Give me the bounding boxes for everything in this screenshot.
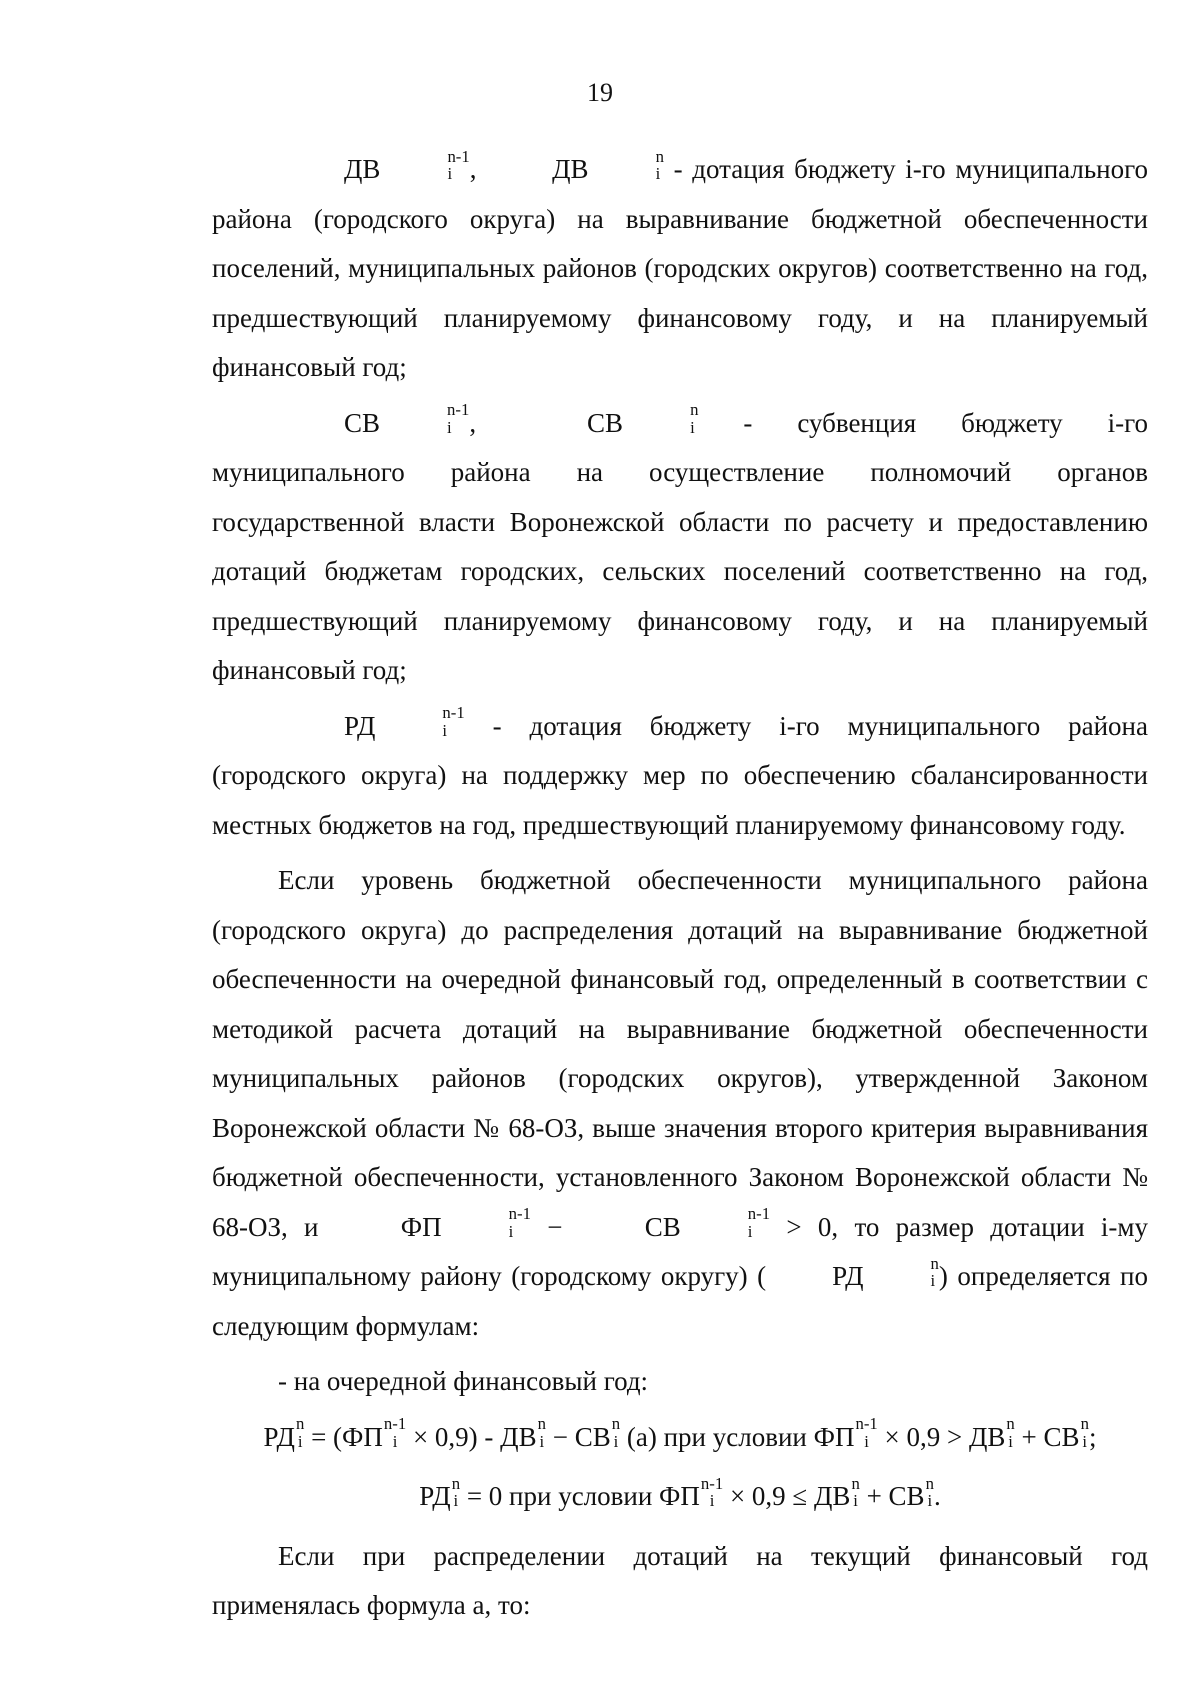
symbol-fp-n1: ФП n-1 i bbox=[400, 1204, 531, 1242]
definition-sv: СВ n-1 i , СВ n i - субвенция бюджету i-го муниципального района на осуществление полномочий органов государственной власти Воронежской области по расчету и предоставлению дотаций бюджетам городских, сельских поселений соответственно на год, предшествующий планируемому финансовому году, и на планируемый финансовый год; bbox=[212, 400, 1148, 685]
definition-rd-text: - дотация бюджету i-го муниципального района (городского округа) на поддержку мер по обеспечению сбалансированности местных бюджетов на год, предшествующий планируемому финансовому году. bbox=[212, 710, 1148, 840]
symbol-dv-n1: ДВ n-1 i bbox=[344, 146, 470, 184]
condition-paragraph: Если уровень бюджетной обеспеченности муниципального района (городского округа) до распределения дотаций на выравнивание бюджетной обеспеченности на очередной финансовый год, определенный в соответствии с методикой расчета дотаций на выравнивание бюджетной обеспеченности муниципальных районов (городских округов), утвержденной Законом Воронежской области № 68-ОЗ, выше значения второго критерия выравнивания бюджетной обеспеченности, установленного Законом Воронежской области № 68-ОЗ, и ФП n-1 i − СВ n-1 i > 0, то размер дотации i-му муниципальному району (городскому округу) ( РД n i ) определяется по следующим формулам: bbox=[212, 865, 1149, 1341]
page-number: 19 bbox=[587, 78, 613, 107]
symbol-rd-n: РД n i bbox=[832, 1253, 939, 1291]
formula-a: РД n i = (ФП n-1 i × 0,9) - ДВ n i − СВ n i (а) при условии ФП n-1 i × 0,9 > ДВ n i + СВ n i ; bbox=[263, 1414, 1097, 1452]
symbol-sv-n1: СВ n-1 i bbox=[344, 400, 470, 438]
next-year-heading: - на очередной финансовый год: bbox=[278, 1366, 649, 1396]
definition-rd bbox=[212, 702, 1148, 851]
definition-dv: ДВ n-1 i , ДВ n i - дотация бюджету i-го муниципального района (городского округа) на выравнивание бюджетной обеспеченности поселений, муниципальных районов (городских округов) соответственно на год, предшествующий планируемому финансовому году, и на планируемый финансовый год; bbox=[212, 146, 1149, 382]
symbol-sv-n1: СВ n-1 i bbox=[644, 1204, 771, 1242]
document-body bbox=[212, 145, 1148, 1637]
symbol-dv-n: ДВ n i bbox=[552, 146, 664, 184]
current-year-paragraph: Если при распределении дотаций на текущий финансовый год применялась формула а, то: bbox=[212, 1540, 1148, 1620]
formula-zero: РД n i = 0 при условии ФП n-1 i × 0,9 ≤ ДВ n i + СВ n i . bbox=[419, 1473, 941, 1511]
symbol-rd-n1: РД n-1 i bbox=[344, 703, 465, 741]
definition-sv-text: - субвенция бюджету i-го муниципального района на осуществление полномочий органов государственной власти Воронежской области по расчету и предоставлению дотаций бюджетам городских, сельских поселений соответственно на год, предшествующий планируемому финансовому году, и на планируемый финансовый год; bbox=[212, 407, 1148, 685]
symbol-sv-n: СВ n i bbox=[587, 400, 699, 438]
definition-dv-text: - дотация бюджету i-го муниципального района (городского округа) на выравнивание бюджетной обеспеченности поселений, муниципальных районов (городских округов) соответственно на год, предшествующий планируемому финансовому году, и на планируемый финансовый год; bbox=[212, 154, 1149, 382]
